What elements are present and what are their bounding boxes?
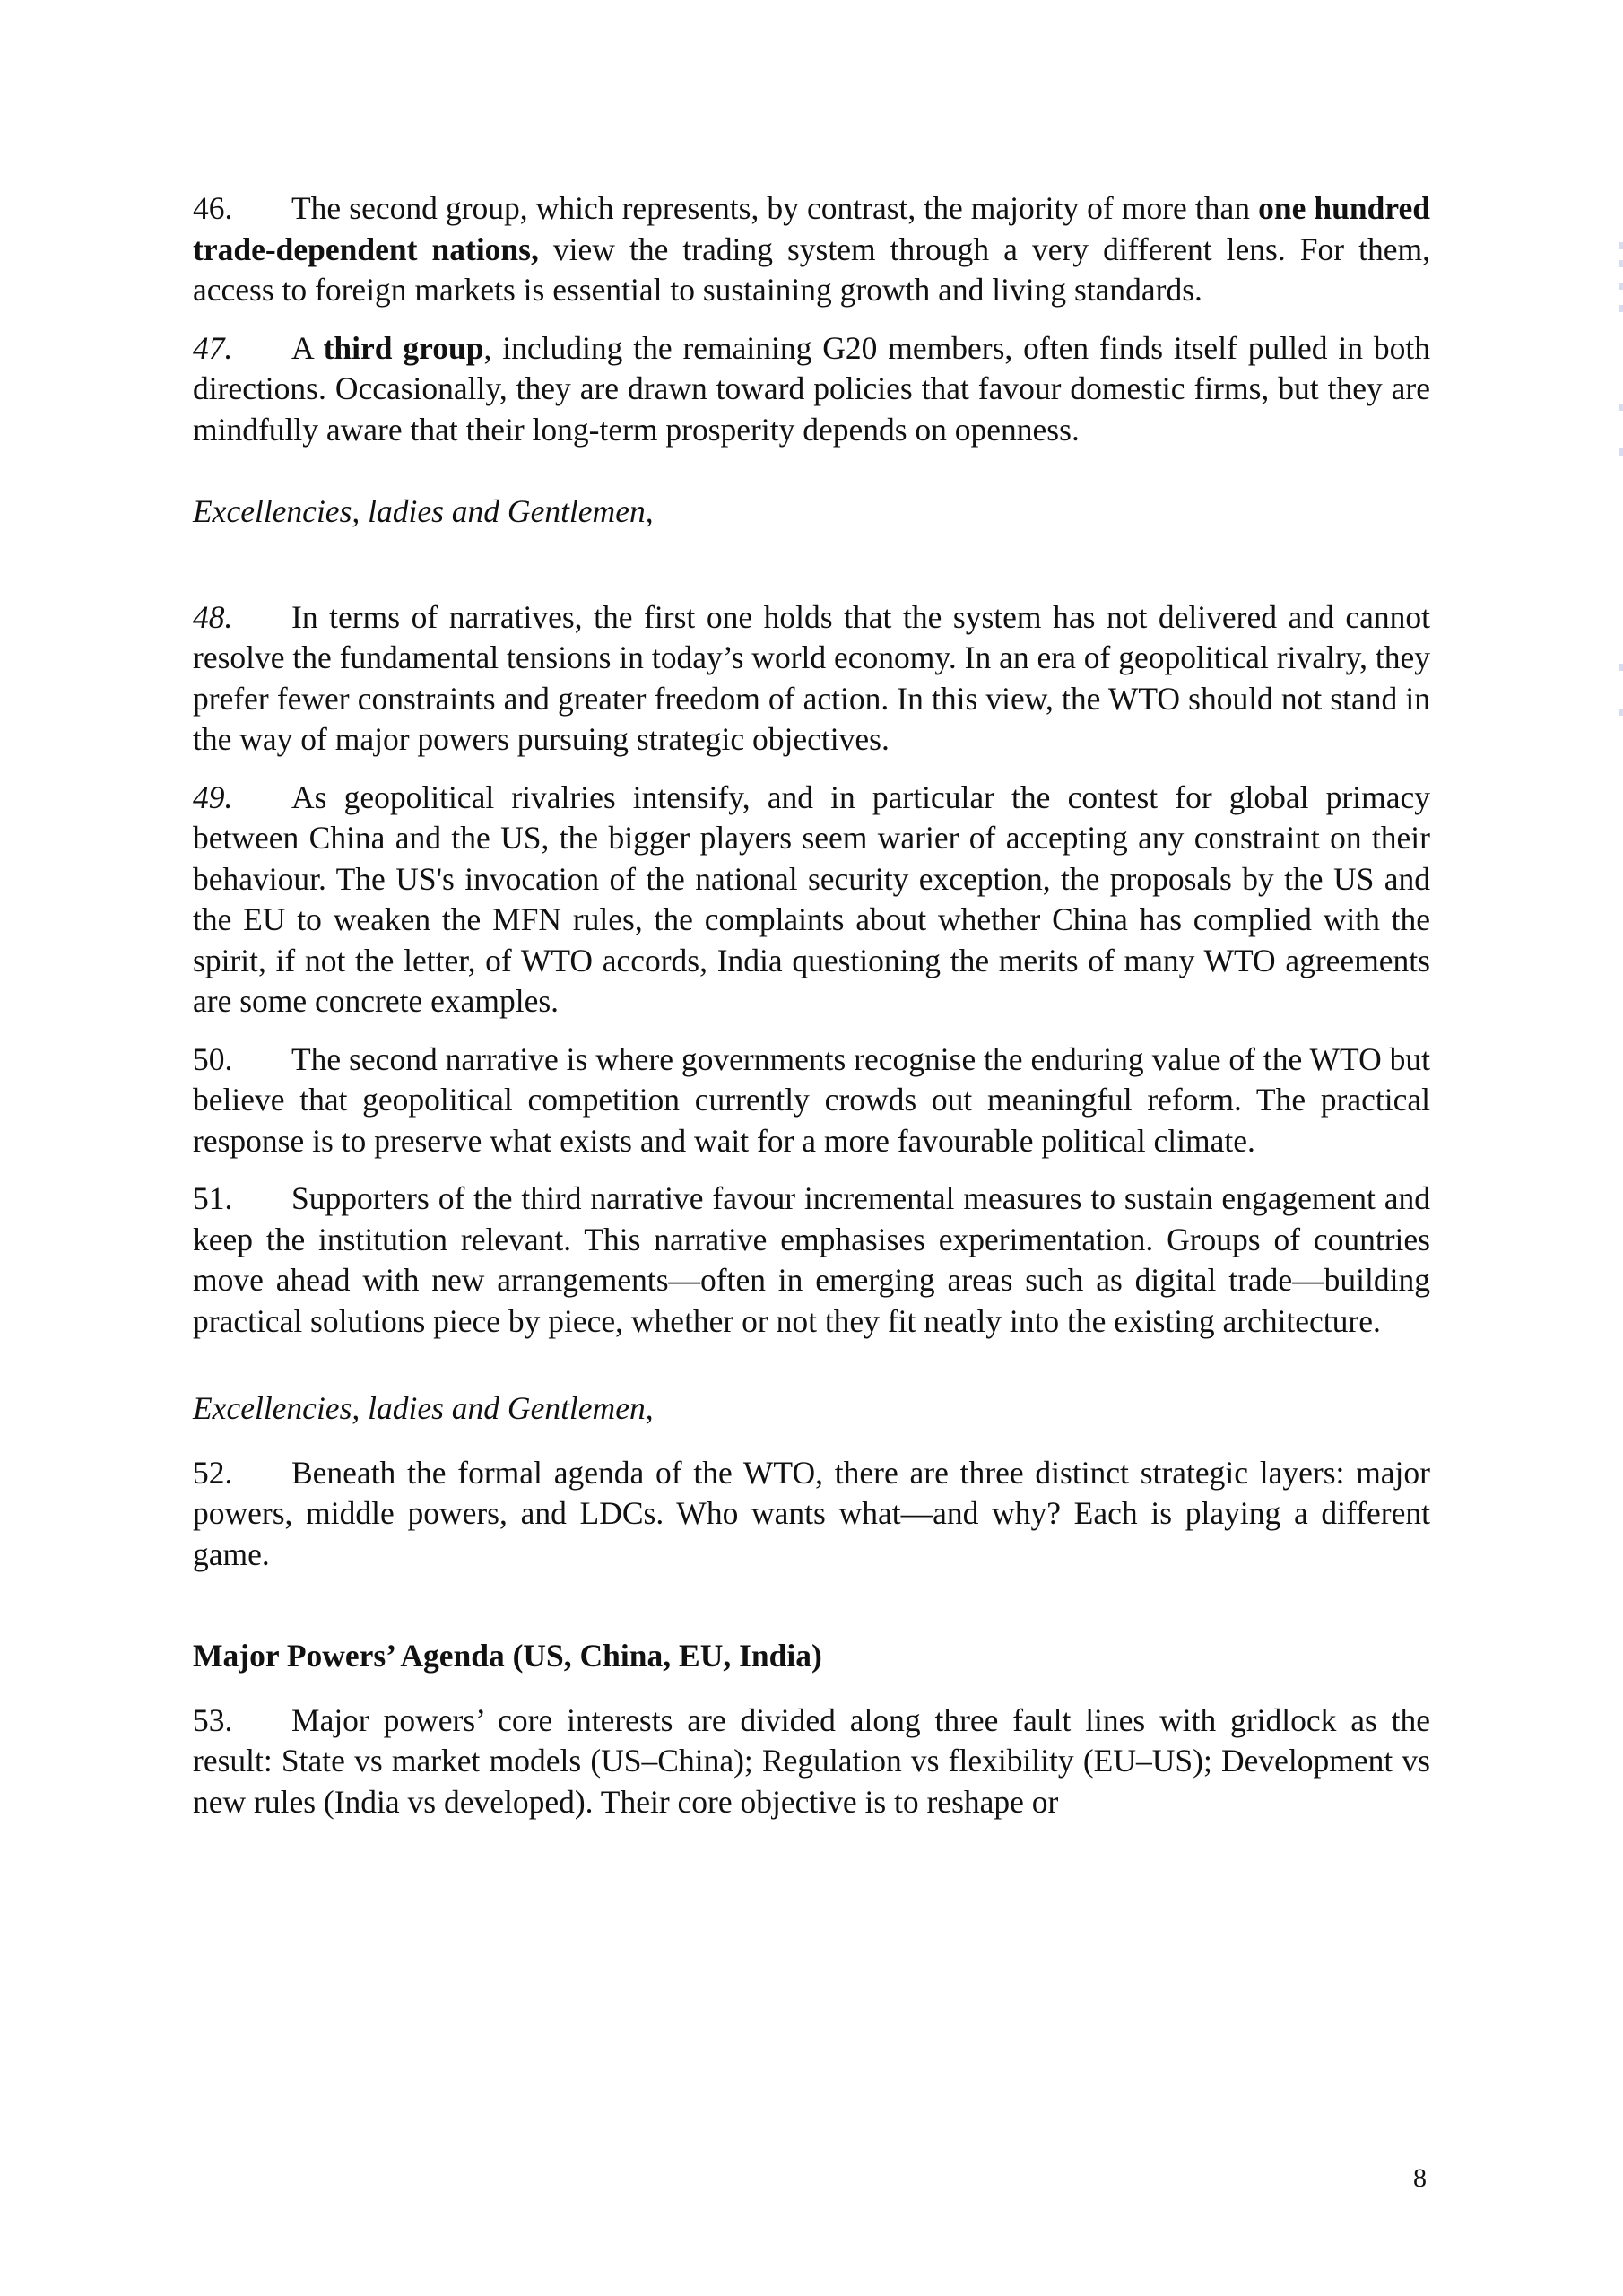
paragraph-text: In terms of narratives, the first one holds that the system has not delivered and cannot resolve the fundamental tensions in today’s world economy. In an era of geopolitical rivalry, they prefer fewer constraints and greater freedom of action. In this view, the WTO should not stand in the way of major powers pursuing strategic objectives. [193,598,1430,757]
paragraph-group [193,188,1430,450]
paragraph-number: 52. [193,1454,233,1491]
emphasis-text: one hundred trade-dependent nations, [193,190,1431,267]
paragraph-text: Beneath the formal agenda of the WTO, there are three distinct strategic layers: major powers, middle powers, and LDCs. Who wants what—and why? Each is playing a different game. [193,1454,1430,1572]
paragraph-number: 48. [193,598,233,635]
numbered-paragraph [193,1178,1430,1342]
paragraph-text: Supporters of the third narrative favour incremental measures to sustain engagement and keep the institution relevant. This narrative emphasises experimentation. Groups of countries move ahead with new arrangements—often in emerging areas such as digital trade—building practical solutions piece by piece, whether or not they fit neatly into the existing architecture. [193,1180,1430,1339]
paragraph-group [193,1453,1430,1576]
numbered-paragraph [193,778,1430,1022]
paragraph-text: The second group, which represents, by contrast, the majority of more than [291,190,1259,226]
paragraph-number: 49. [193,778,233,815]
page-number: 8 [1413,2163,1427,2193]
paragraph-text: Major powers’ core interests are divided along three fault lines with gridlock as the result: State vs market models (US–China); Regulation vs flexibility (EU–US); Development vs new rules (India vs developed). Their core objective is to reshape or [193,1701,1430,1820]
paragraph-number: 51. [193,1180,233,1216]
paragraph-group [193,597,1430,1343]
paragraph-number: 50. [193,1040,233,1077]
paragraph-text: , including the remaining G20 members, often finds itself pulled in both directions. Occasionally, they are drawn toward policies that favour domestic firms, but they are mindfully aware that their long-term prosperity depends on openness. [193,329,1430,448]
paragraph-number: 46. [193,190,233,226]
numbered-paragraph [193,1453,1430,1576]
numbered-paragraph [193,188,1430,311]
document-page [193,188,1430,1839]
numbered-paragraph [193,328,1430,451]
paragraph-number: 47. [193,329,233,366]
numbered-paragraph [193,597,1430,761]
paragraph-text: A [291,329,324,366]
emphasis-text: third group [323,329,484,366]
numbered-paragraph [193,1700,1430,1823]
paragraph-number: 53. [193,1701,233,1738]
salutation: Excellencies, ladies and Gentlemen, [193,1390,654,1426]
salutation: Excellencies, ladies and Gentlemen, [193,493,654,529]
paragraph-group [193,1700,1430,1823]
paragraph-text: The second narrative is where governments recognise the enduring value of the WTO but believe that geopolitical competition currently crowds out meaningful reform. The practical response is to preserve what exists and wait for a more favourable political climate. [193,1040,1430,1159]
numbered-paragraph [193,1039,1430,1162]
section-heading: Major Powers’ Agenda (US, China, EU, India) [193,1638,822,1674]
scan-edge-marks [1619,0,1623,2296]
paragraph-text: view the trading system through a very different lens. For them, access to foreign markets is essential to sustaining growth and living standards. [193,230,1430,308]
paragraph-text: As geopolitical rivalries intensify, and in particular the contest for global primacy between China and the US, the bigger players seem warier of accepting any constraint on their behaviour. The US's invocation of the national security exception, the proposals by the US and the EU to weaken the MFN rules, the complaints about whether China has complied with the spirit, if not the letter, of WTO accords, India questioning the merits of many WTO agreements are some concrete examples. [193,778,1430,1019]
